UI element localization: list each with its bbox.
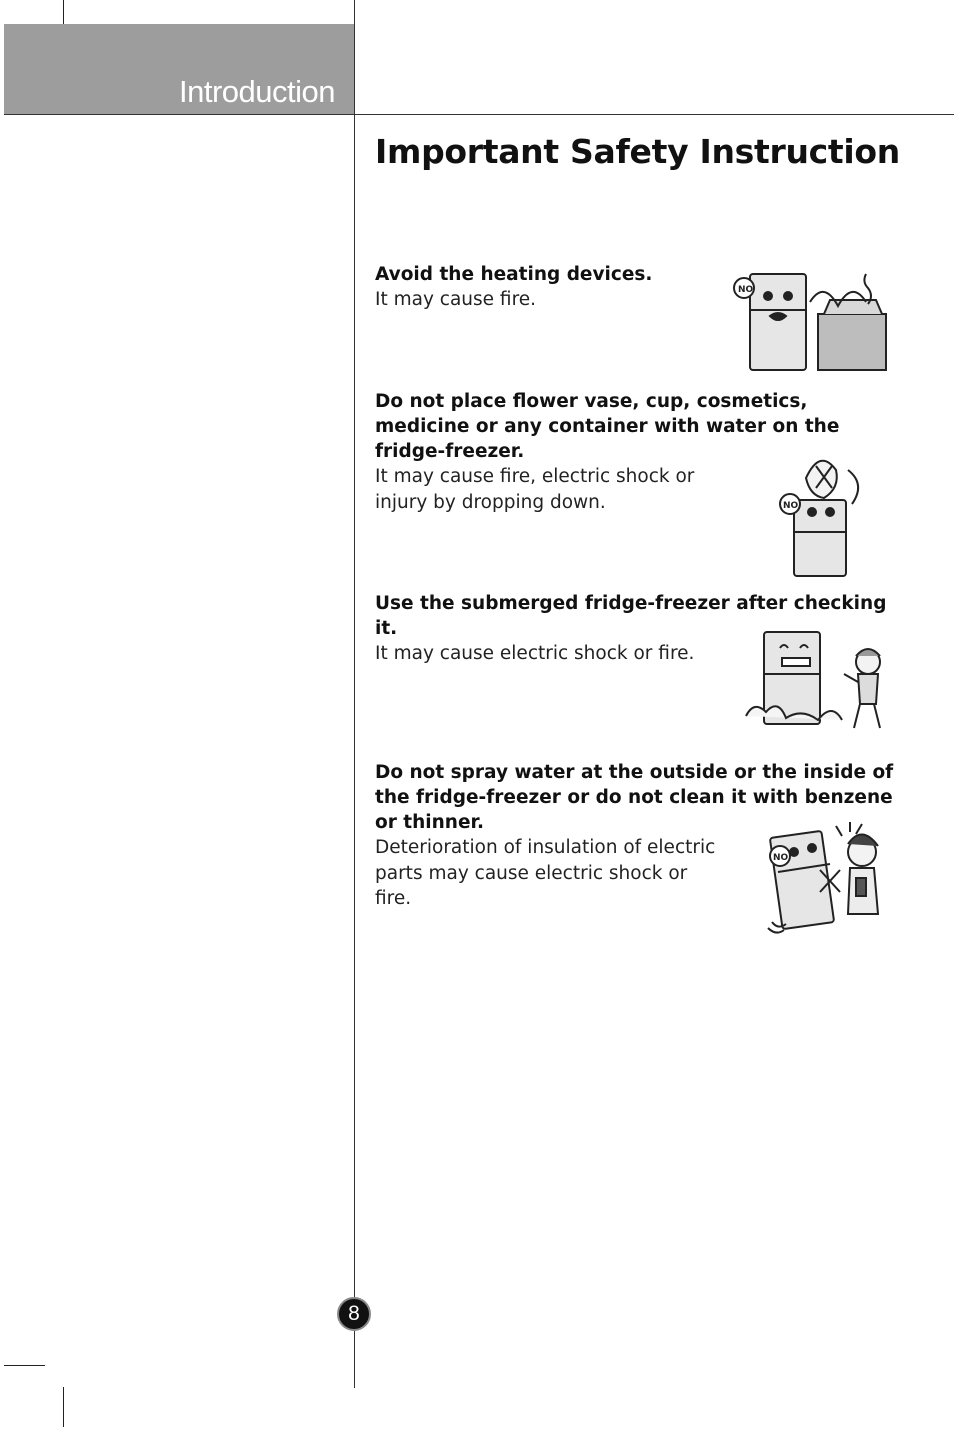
svg-text:NO: NO	[783, 501, 799, 511]
flooded-fridge-repairman-icon	[742, 628, 888, 736]
svg-text:NO: NO	[773, 853, 789, 863]
column-divider	[354, 0, 355, 1388]
safety-item-body: It may cause fire.	[375, 289, 537, 310]
safety-item-body: It may cause electric shock or fire.	[375, 643, 695, 664]
page-title: Important Safety Instruction	[375, 132, 900, 171]
safety-item-body: Deterioration of insulation of electric parts may cause electric shock or fire.	[375, 837, 716, 909]
fridge-with-vase-icon	[776, 448, 868, 580]
safety-item	[375, 262, 695, 313]
header-divider	[4, 114, 954, 115]
crop-mark	[63, 1387, 64, 1427]
safety-item-heading: Do not spray water at the outside or the inside of the fridge-freezer or do not clean it with benzene or thinner.	[375, 762, 894, 833]
section-title: Introduction	[179, 74, 335, 109]
fridge-near-heater-icon	[726, 266, 890, 374]
safety-item-heading: Do not place flower vase, cup, cosmetics, medicine or any container with water on the fridge-freezer.	[375, 391, 840, 462]
crop-mark	[63, 0, 64, 24]
crop-mark	[4, 1365, 45, 1366]
page-number: 8	[337, 1297, 371, 1331]
svg-text:NO: NO	[738, 285, 754, 295]
safety-item-heading: Avoid the heating devices.	[375, 264, 653, 285]
safety-item-body: It may cause fire, electric shock or injury by dropping down.	[375, 466, 695, 513]
fridge-spray-cleaner-icon	[764, 818, 888, 936]
section-header	[4, 24, 355, 114]
safety-item-heading: Use the submerged fridge-freezer after checking it.	[375, 593, 887, 639]
